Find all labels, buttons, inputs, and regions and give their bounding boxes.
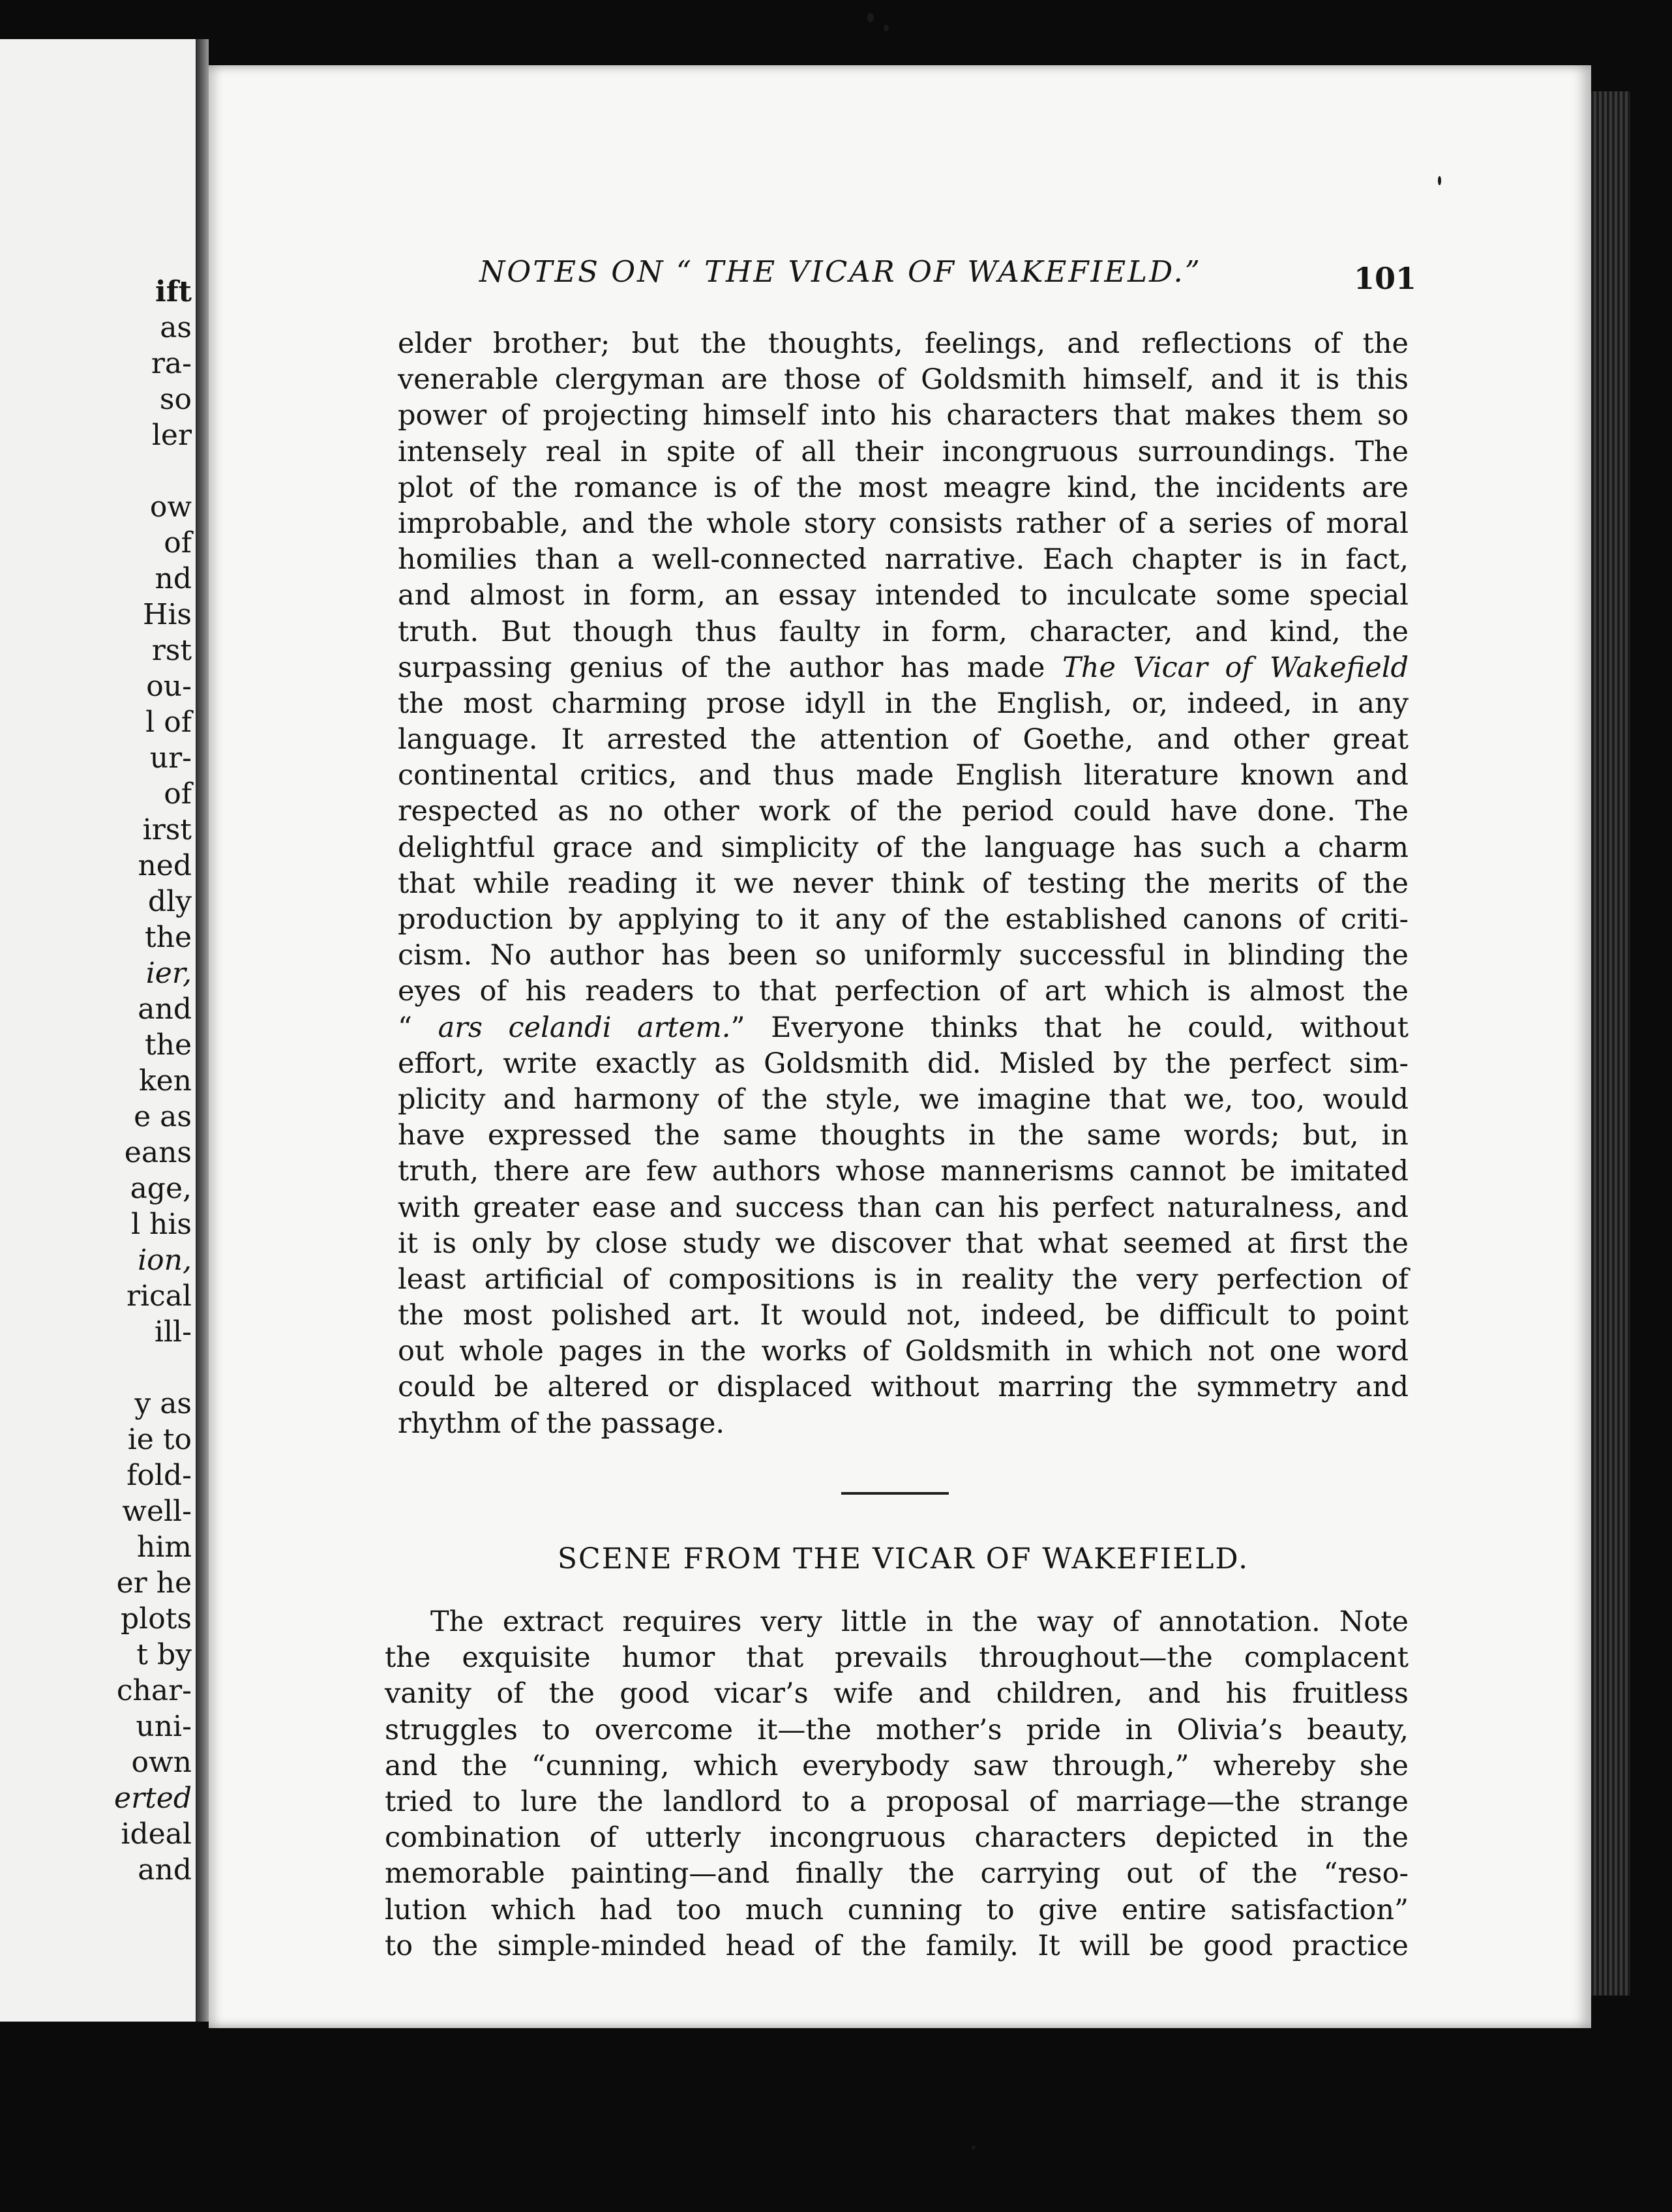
text-line: improbable, and the whole story consists rather of a series of moral: [398, 507, 1409, 540]
text-line: truth. But though thus faulty in form, character, and kind, the: [398, 615, 1409, 648]
text-line: respected as no other work of the period could have done. The: [398, 795, 1409, 828]
section-heading: SCENE FROM THE VICAR OF WAKEFIELD.: [557, 1542, 1249, 1576]
left-page-line: y as: [134, 1387, 192, 1420]
text-line: cism. No author has been so uniformly successful in blinding the: [398, 939, 1409, 972]
left-page-line: l of: [145, 706, 192, 739]
text-line: lution which had too much cunning to give entire satisfaction”: [385, 1893, 1409, 1926]
text-line: venerable clergyman are those of Goldsmith himself, and it is this: [398, 363, 1409, 396]
text-line: elder brother; but the thoughts, feelings, and reflections of the: [398, 327, 1409, 360]
left-page-line: His: [142, 598, 192, 631]
text-line: intensely real in spite of all their incongruous surroundings. The: [398, 435, 1409, 468]
text-line: language. It arrested the attention of Goethe, and other great: [398, 723, 1409, 756]
text-line: vanity of the good vicar’s wife and children, and his fruitless: [385, 1677, 1409, 1711]
left-page-line: as: [160, 311, 192, 344]
left-page-line: plots: [121, 1602, 192, 1636]
text-line: struggles to overcome it—the mother’s pride in Olivia’s beauty,: [385, 1713, 1409, 1746]
text-line: surpassing genius of the author has made The Vicar of Wakefield: [398, 651, 1409, 684]
left-page-line: own: [131, 1746, 192, 1779]
left-page-line: ur-: [149, 741, 192, 775]
text-line: out whole pages in the works of Goldsmith in which not one word: [398, 1335, 1409, 1368]
text-line: least artificial of compositions is in reality the very perfection of: [398, 1263, 1409, 1296]
body-paragraph-2: [385, 1604, 1409, 1964]
left-page-line: ler: [151, 419, 192, 452]
text-line: with greater ease and success than can his perfect naturalness, and: [398, 1191, 1409, 1224]
text-line: effort, write exactly as Goldsmith did. Misled by the perfect sim-: [398, 1047, 1409, 1080]
text-line: The extract requires very little in the way of annotation. Note: [430, 1606, 1409, 1638]
left-page-line: rst: [151, 634, 192, 667]
left-page-line: so: [159, 383, 192, 416]
text-line: truth, there are few authors whose mannerisms cannot be imitated: [398, 1155, 1409, 1188]
left-page-line: ra-: [151, 347, 192, 380]
scan-speck: [884, 25, 889, 31]
text-line: memorable painting—and finally the carrying out of the “reso-: [385, 1857, 1409, 1891]
left-page-line: and: [138, 1853, 192, 1887]
text-line: homilies than a well-connected narrative. Each chapter is in fact,: [398, 543, 1409, 576]
left-page-line: er he: [116, 1566, 192, 1600]
text-line: “ ars celandi artem.” Everyone thinks that he could, without: [398, 1011, 1409, 1044]
left-page-line: ier,: [145, 957, 192, 990]
left-page-line: him: [136, 1531, 192, 1564]
left-page-line: ie to: [127, 1423, 192, 1456]
left-page-line: ion,: [138, 1244, 192, 1277]
text-line: eyes of his readers to that perfection of art which is almost the: [398, 975, 1409, 1008]
left-page-line: the: [144, 1028, 192, 1062]
left-page-line: nd: [155, 562, 192, 595]
text-line: rhythm of the passage.: [398, 1407, 725, 1440]
text-line: and almost in form, an essay intended to inculcate some special: [398, 579, 1409, 612]
left-page-line: of: [164, 526, 192, 560]
left-page-line: well-: [122, 1495, 192, 1528]
text-line: plicity and harmony of the style, we imagine that we, too, would: [398, 1083, 1409, 1116]
body-paragraph-1: [398, 326, 1409, 1442]
running-head: NOTES ON “ THE VICAR OF WAKEFIELD.”: [479, 254, 1202, 289]
page-edge-stack: [1591, 91, 1630, 1995]
left-page-line: ift: [155, 275, 192, 308]
left-page-line: fold-: [127, 1459, 192, 1492]
left-page-line: dly: [147, 885, 192, 918]
left-page-line: ned: [138, 849, 192, 882]
left-page-line: rical: [126, 1279, 192, 1313]
text-line: could be altered or displaced without marring the symmetry and: [398, 1371, 1409, 1404]
text-line: tried to lure the landlord to a proposal of marriage—the strange: [385, 1785, 1409, 1818]
left-page-line: ideal: [121, 1817, 192, 1851]
scan-speck: [867, 13, 874, 22]
text-line: and the “cunning, which everybody saw through,” whereby she: [385, 1749, 1409, 1782]
text-line: that while reading it we never think of testing the merits of the: [398, 867, 1409, 900]
left-page-line: ill-: [154, 1315, 192, 1349]
text-line: it is only by close study we discover that what seemed at first the: [398, 1227, 1409, 1260]
scan-speck: [1438, 176, 1441, 185]
text-line: the most charming prose idyll in the English, or, indeed, in any: [398, 687, 1409, 720]
left-page-line: of: [164, 777, 192, 811]
left-page-line: t by: [136, 1638, 192, 1671]
left-page-line: age,: [130, 1172, 192, 1205]
text-line: power of projecting himself into his characters that makes them so: [398, 399, 1409, 432]
left-page-line: ken: [138, 1064, 192, 1098]
text-line: plot of the romance is of the most meagre kind, the incidents are: [398, 471, 1409, 504]
left-page-line: irst: [142, 813, 192, 846]
left-page-line: erted: [114, 1782, 192, 1815]
left-page-line: l his: [130, 1208, 192, 1241]
text-line: the most polished art. It would not, indeed, be difficult to point: [398, 1299, 1409, 1332]
page-number: 101: [1354, 261, 1417, 296]
previous-page-fragment: [0, 39, 200, 2022]
left-page-line: and: [138, 993, 192, 1026]
text-line: the exquisite humor that prevails throughout—the complacent: [385, 1641, 1409, 1675]
text-line: continental critics, and thus made English literature known and: [398, 759, 1409, 792]
left-page-line: ow: [149, 490, 192, 524]
text-line: delightful grace and simplicity of the language has such a charm: [398, 831, 1409, 864]
scan-speck: [972, 2145, 976, 2149]
text-line: combination of utterly incongruous characters depicted in the: [385, 1821, 1409, 1855]
left-page-line: eans: [124, 1136, 192, 1169]
left-page-line: the: [144, 921, 192, 954]
left-page-line: char-: [116, 1674, 192, 1707]
section-divider-rule: [841, 1492, 949, 1495]
text-line: production by applying to it any of the established canons of criti-: [398, 903, 1409, 936]
left-page-line: e as: [134, 1100, 192, 1133]
text-line: to the simple-minded head of the family. It will be good practice: [385, 1929, 1409, 1962]
left-page-line: ou-: [146, 670, 192, 703]
text-line: have expressed the same thoughts in the same words; but, in: [398, 1119, 1409, 1152]
book-gutter: [196, 39, 209, 2022]
left-page-line: uni-: [136, 1710, 192, 1743]
